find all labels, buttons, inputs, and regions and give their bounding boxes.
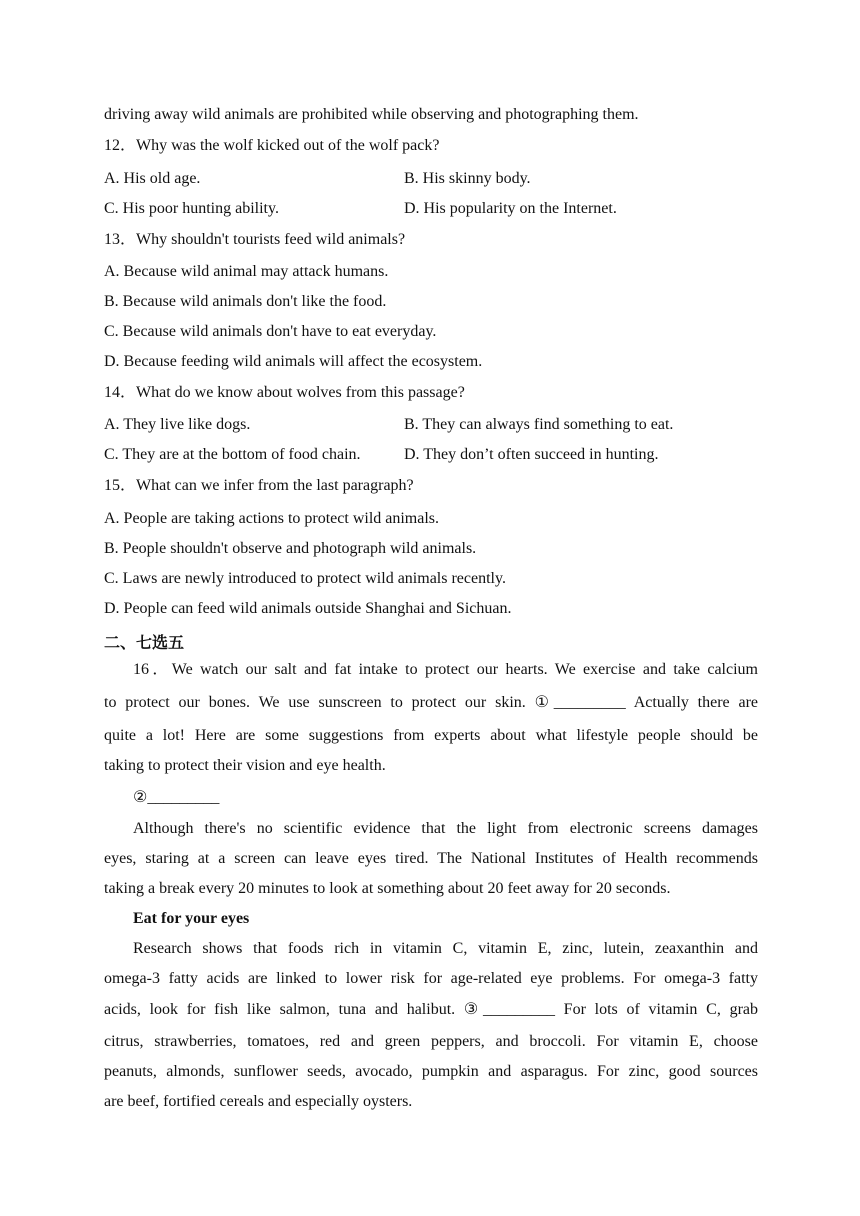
passage-p1-line-3: quite a lot! Here are some suggestions from experts about what lifestyle people should be — [104, 727, 758, 744]
question-14-stem: 14．What do we know about wolves from this passage? — [104, 384, 465, 401]
question-12-option-a: A. His old age. — [104, 170, 201, 187]
passage-p2-line-3: taking a break every 20 minutes to look at something about 20 feet away for 20 seconds. — [104, 880, 671, 897]
question-12-option-c: C. His poor hunting ability. — [104, 200, 279, 217]
question-15-option-d: D. People can feed wild animals outside Shanghai and Sichuan. — [104, 600, 512, 617]
question-14-option-b: B. They can always find something to eat. — [404, 416, 674, 433]
question-14-option-d: D. They don’t often succeed in hunting. — [404, 446, 659, 463]
question-13-option-a: A. Because wild animal may attack humans. — [104, 263, 389, 280]
passage-p1-line-2: to protect our bones. We use sunscreen to protect our skin. ①_________ Actually there are — [104, 694, 758, 711]
question-15-option-b: B. People shouldn't observe and photograph wild animals. — [104, 540, 477, 557]
blank-2: ②_________ — [133, 789, 220, 806]
question-15-option-c: C. Laws are newly introduced to protect wild animals recently. — [104, 570, 506, 587]
passage-p1-line-1: 16．We watch our salt and fat intake to protect our hearts. We exercise and take calcium — [133, 661, 758, 678]
passage-p3-line-2: omega-3 fatty acids are linked to lower risk for age-related eye problems. For omega-3 fatty — [104, 970, 758, 987]
passage-p1-line-4: taking to protect their vision and eye health. — [104, 757, 386, 774]
passage-p3-line-1: Research shows that foods rich in vitamin C, vitamin E, zinc, lutein, zeaxanthin and — [133, 940, 758, 957]
question-12-stem: 12．Why was the wolf kicked out of the wolf pack? — [104, 137, 440, 154]
passage-p3-line-3: acids, look for fish like salmon, tuna and halibut. ③_________ For lots of vitamin C, grab — [104, 1001, 758, 1018]
passage-p3-line-6: are beef, fortified cereals and especially oysters. — [104, 1093, 413, 1110]
question-13-option-d: D. Because feeding wild animals will affect the ecosystem. — [104, 353, 483, 370]
question-12-option-d: D. His popularity on the Internet. — [404, 200, 617, 217]
passage-p3-line-5: peanuts, almonds, sunflower seeds, avocado, pumpkin and asparagus. For zinc, good sources — [104, 1063, 758, 1080]
passage-p2-line-1: Although there's no scientific evidence that the light from electronic screens damages — [133, 820, 758, 837]
intro-tail-text: driving away wild animals are prohibited while observing and photographing them. — [104, 106, 639, 123]
question-13-option-b: B. Because wild animals don't like the food. — [104, 293, 387, 310]
question-15-stem: 15．What can we infer from the last paragraph? — [104, 477, 414, 494]
passage-p3-line-4: citrus, strawberries, tomatoes, red and green peppers, and broccoli. For vitamin E, choose — [104, 1033, 758, 1050]
question-14-option-a: A. They live like dogs. — [104, 416, 251, 433]
subheading-eat-for-your-eyes: Eat for your eyes — [133, 910, 250, 927]
question-13-option-c: C. Because wild animals don't have to eat everyday. — [104, 323, 437, 340]
question-14-option-c: C. They are at the bottom of food chain. — [104, 446, 361, 463]
section-title: 二、七选五 — [104, 633, 185, 652]
question-12-option-b: B. His skinny body. — [404, 170, 531, 187]
passage-p2-line-2: eyes, staring at a screen can leave eyes tired. The National Institutes of Health recommends — [104, 850, 758, 867]
question-13-stem: 13．Why shouldn't tourists feed wild animals? — [104, 231, 406, 248]
question-15-option-a: A. People are taking actions to protect wild animals. — [104, 510, 440, 527]
